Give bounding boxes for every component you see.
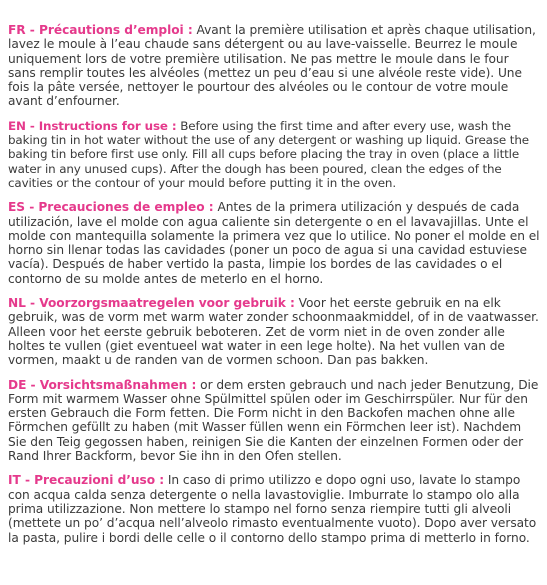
instructions-document bbox=[8, 23, 540, 555]
section-en bbox=[8, 119, 540, 190]
section-de bbox=[8, 378, 540, 464]
section-text-en: Before using the first time and after every use, wash the baking tin in hot water without the use of any detergent or washing up liquid. Grease the baking tin before first use only. Fill all cups before placing the tray in oven (place a little water in any unused cups). After the dough has been poured, clean the edges of the cavities or the contour of your mould before putting it in the oven. bbox=[8, 118, 529, 190]
section-heading-de: DE - Vorsichtsmaßnahmen : bbox=[8, 377, 197, 392]
section-es bbox=[8, 200, 540, 286]
section-text-it: In caso di primo utilizzo e dopo ogni uso, lavate lo stampo con acqua calda senza detergente o nella lavastoviglie. Imburrate lo stampo olo alla prima utilizzazione. Non mettere lo stampo nel forno senza riempire tutti gli alveoli (mettete un po’ d’acqua nell’alveolo rimasto eventualmente vuoto). Dopo aver versato la pasta, pulire i bordi delle celle o il contorno dello stampo prima di metterlo in forno. bbox=[8, 473, 537, 545]
section-heading-fr: FR - Précautions d’emploi : bbox=[8, 23, 193, 37]
section-nl bbox=[8, 296, 540, 367]
section-text-nl: Voor het eerste gebruik en na elk gebruik, was de vorm met warm water zonder schoonmaakmiddel, of in de vaatwasser. Alleen voor het eerste gebruik beboteren. Zet de vorm niet in de oven zonder alle holtes te vullen (giet eventueel wat water in een lege holte). Na het vullen van de vormen, maakt u de randen van de vormen schoon. Dan pas bakken. bbox=[8, 296, 539, 368]
section-text-es: Antes de la primera utilización y después de cada utilización, lave el molde con agua caliente sin detergente o en el lavavajillas. Unte el molde con mantequilla solamente la primera vez que lo utilice. No poner el molde en el horno sin llenar todas las cavidades (poner un poco de agua si una cavidad estuviese vacía). Después de haber vertido la pasta, limpie los bordes de las cavidades o el contorno de su molde antes de meterlo en el horno. bbox=[8, 200, 540, 286]
section-heading-nl: NL - Voorzorgsmaatregelen voor gebruik : bbox=[8, 296, 295, 311]
section-it bbox=[8, 473, 540, 544]
section-text-fr: Avant la première utilisation et après chaque utilisation, lavez le moule à l’eau chaude sans détergent ou au lave-vaisselle. Beurrez le moule uniquement lors de votre première utilisation. Ne pas mettre le moule dans le four sans remplir toutes les alvéoles (mettez un peu d’eau si une alvéole reste vide). Une fois la pâte versée, nettoyer le pourtour des alvéoles ou le contour de votre moule avant d’enfourner. bbox=[8, 23, 536, 109]
section-heading-it: IT - Precauzioni d’uso : bbox=[8, 473, 165, 488]
section-heading-en: EN - Instructions for use : bbox=[8, 118, 177, 133]
section-text-de: or dem ersten gebrauch und nach jeder Benutzung, Die Form mit warmem Wasser ohne Spülmittel spülen oder im Geschirrspüler. Nur für den ersten Gebrauch die Form fetten. Die Form nicht in den Backofen machen ohne alle Förmchen gefüllt zu haben (mit Wasser füllen wenn ein Förmchen leer ist). Nachdem Sie den Teig gegossen haben, reinigen Sie die Kanten der einzelnen Formen oder der Rand Ihrer Backform, bevor Sie ihn in den Ofen stellen. bbox=[8, 377, 539, 464]
section-fr bbox=[8, 23, 540, 109]
section-heading-es: ES - Precauciones de empleo : bbox=[8, 200, 214, 215]
